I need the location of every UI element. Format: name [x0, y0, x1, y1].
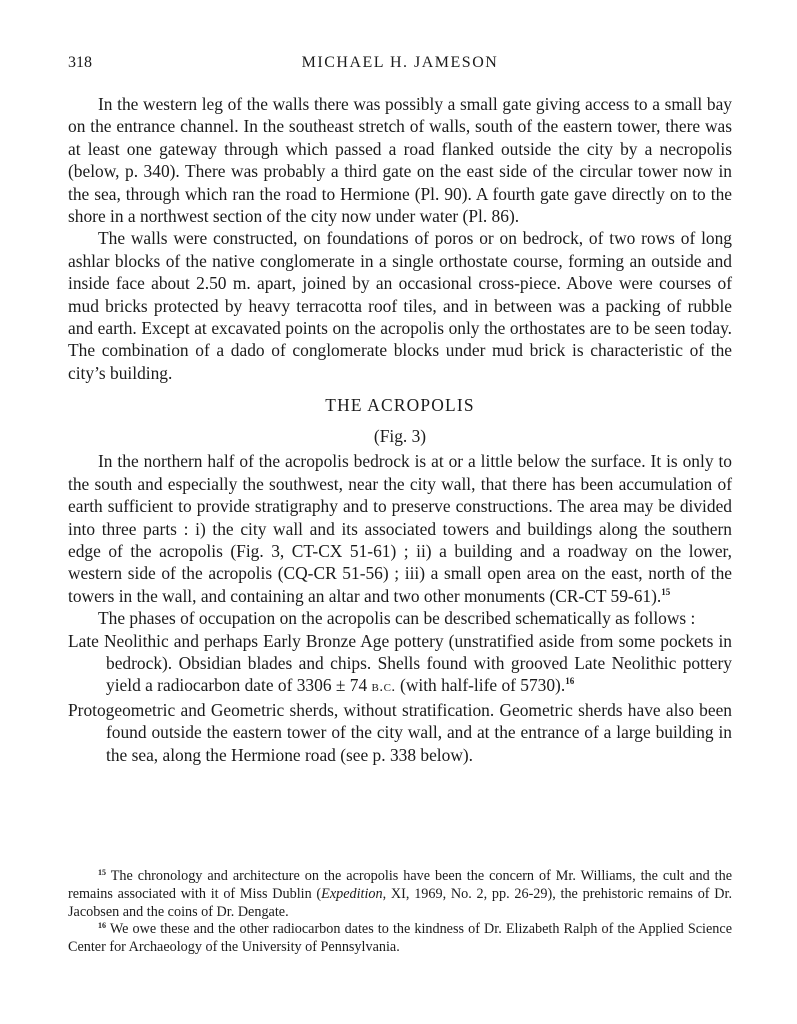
footnote-15-text-a: The chronology and architecture on the acropolis have been the concern of Mr. Williams, the cult and the remains associated with it of Miss Dublin (	[68, 868, 732, 902]
footnote-16	[68, 921, 732, 957]
phase-neolithic-bc: b.c.	[371, 679, 396, 696]
phase-item-neolithic	[68, 630, 732, 699]
section-heading: THE ACROPOLIS	[325, 395, 475, 416]
footnote-16-text: We owe these and the other radiocarbon dates to the kindness of Dr. Elizabeth Ralph of the Applied Science Center for Archaeology of the University of Pennsylvania.	[68, 921, 732, 956]
page-header	[68, 54, 732, 80]
body-text	[68, 93, 732, 766]
footnote-16-mark: 16	[98, 921, 106, 931]
page-number: 318	[68, 54, 92, 71]
footnote-15-journal: Expedition	[321, 885, 383, 902]
paragraph-acropolis-text: In the northern half of the acropolis bedrock is at or a little below the surface. It is only to the south and especially the southwest, near the city wall, that there has been accumulation of earth sufficient to provide stratigraphy and to preserve constructions. The area may be divided into three parts : i) the city wall and its associated towers and buildings along the southern edge of the acropolis (Fig. 3, CT-CX 51-61) ; ii) a building and a roadway on the lower, western side of the acropolis (CQ-CR 51-56) ; iii) a small open area on the east, north of the towers in the wall, and containing an altar and two other monuments (CR-CT 59-61).	[68, 451, 732, 606]
phase-item-geometric: Protogeometric and Geometric sherds, without stratification. Geometric sherds have also been found outside the eastern tower of the city wall, and at the entrance of a large building in the sea, along the Hermione road (see p. 338 below).	[68, 699, 732, 765]
footnote-15-text-b: , XI, 1969, No. 2, pp. 26-29), the prehistoric remains of Dr. Jacobsen and the coins of Dr. Dengate.	[68, 885, 732, 920]
phase-neolithic-tail: (with half-life of 5730).	[395, 675, 566, 696]
footnote-15-mark: 15	[98, 868, 106, 877]
running-head: MICHAEL H. JAMESON	[301, 54, 499, 71]
footnote-ref-16[interactable]: 16	[565, 676, 575, 687]
paragraph-acropolis-areas	[68, 450, 732, 607]
figure-reference: (Fig. 3)	[373, 426, 427, 447]
phase-neolithic-text: Late Neolithic and perhaps Early Bronze Age pottery (unstratified aside from some pockets in bedrock). Obsidian blades and chips. Shells found with grooved Late Neolithic pottery yield a radiocarbon date of 3306 ± 74	[68, 630, 732, 696]
footnote-15	[68, 868, 732, 921]
paragraph-gates: In the western leg of the walls there was possibly a small gate giving access to a small bay on the entrance channel. In the southeast stretch of walls, south of the eastern tower, there was at least one gateway through which passed a road flanked outside the city by a necropolis (below, p. 340). There was probably a third gate on the east side of the circular tower now in the sea, through which ran the road to Hermione (Pl. 90). A fourth gate gave directly on to the shore in a northwest section of the city now under water (Pl. 86).	[68, 94, 732, 227]
footnotes	[68, 868, 732, 957]
paragraph-phases-intro: The phases of occupation on the acropolis can be described schematically as follows :	[98, 608, 696, 629]
footnote-ref-15[interactable]: 15	[661, 586, 671, 597]
paragraph-walls: The walls were constructed, on foundations of poros or on bedrock, of two rows of long ashlar blocks of the native conglomerate in a single orthostate course, forming an outside and inside face about 2.50 m. apart, joined by an occasional cross-piece. Above were courses of mud bricks protected by heavy terracotta roof tiles, and in between was a packing of rubble and earth. Except at excavated points on the acropolis only the orthostates are to be seen today. The combination of a dado of conglomerate blocks under mud brick is characteristic of the city’s building.	[68, 228, 732, 383]
